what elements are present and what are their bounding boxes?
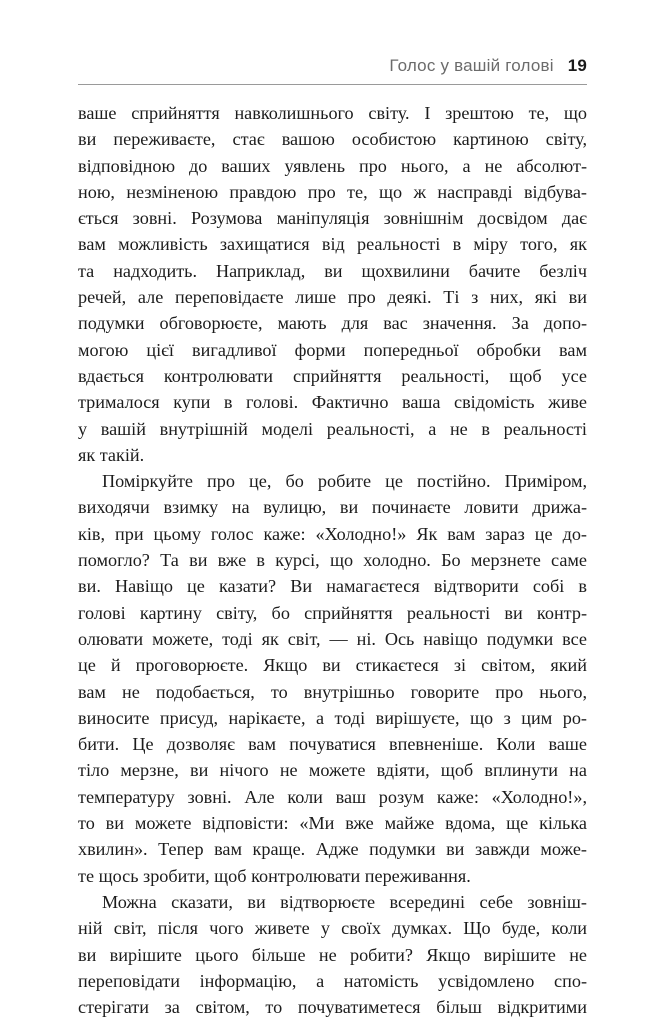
paragraph — [78, 889, 587, 1020]
text-line: могою цієї вигадливої форми попередньої обробки вам — [78, 339, 587, 360]
text-line: помогло? Та ви вже в курсі, що холодно. Бо мерзнете саме — [78, 550, 587, 571]
text-line: вдається контролювати сприйняття реальності, щоб усе — [78, 365, 587, 386]
text-line: подумки обговорюєте, мають для вас значення. За допо- — [78, 313, 587, 334]
page-number: 19 — [567, 56, 587, 75]
text-line: трималося купи в голові. Фактично ваша свідомість живе — [78, 392, 587, 413]
text-line: ваше сприйняття навколишнього світу. І зрештою те, що — [78, 103, 587, 123]
running-header — [78, 56, 587, 86]
text-line: речей, але переповідаєте лише про деякі. Ті з них, які ви — [78, 287, 587, 308]
text-line: ній світ, після чого живете у своїх думках. Що буде, коли — [78, 918, 587, 939]
text-line: ви вирішите цього більше не робити? Якщо вирішите не — [78, 944, 587, 965]
text-line: олювати можете, тоді як світ, — ні. Ось навіщо подумки все — [78, 628, 587, 649]
text-line: вам можливість захищатися від реальності в міру того, як — [78, 234, 587, 255]
text-line: вам не подобається, то внутрішньо говорите про нього, — [78, 681, 587, 702]
text-line: виходячи взимку на вулицю, ви починаєте ловити дрижа- — [78, 497, 587, 518]
text-line: як такій. — [78, 444, 145, 465]
text-line: відповідною до ваших уявлень про нього, а не абсолют- — [78, 155, 587, 176]
body-text — [78, 100, 587, 1020]
text-line: то ви можете відповісти: «Ми вже майже вдома, ще кілька — [78, 813, 587, 834]
paragraph — [78, 468, 587, 889]
text-line: у вашій внутрішній моделі реальності, а не в реальності — [78, 418, 587, 439]
text-line: бити. Це дозволяє вам почуватися впевненіше. Коли ваше — [78, 734, 587, 755]
text-line: та надходить. Наприклад, ви щохвилини бачите безліч — [78, 260, 587, 281]
text-line: ків, при цьому голос каже: «Холодно!» Як вам зараз це до- — [78, 523, 587, 544]
text-line: температуру зовні. Але коли ваш розум каже: «Холодно!», — [78, 786, 587, 807]
text-line: виносите присуд, нарікаєте, а тоді вирішуєте, що з цим ро- — [78, 707, 587, 728]
text-line: переповідати інформацію, а натомість усвідомлено спо- — [78, 970, 587, 991]
text-line: стерігати за світом, то почуватиметеся більш відкритими — [78, 997, 587, 1018]
text-line: Можна сказати, ви відтворюєте всередині себе зовніш- — [102, 891, 587, 912]
header-rule — [78, 84, 587, 85]
text-line: хвилин». Тепер вам краще. Адже подумки ви завжди може- — [78, 839, 587, 860]
text-line: ви. Навіщо це казати? Ви намагаєтеся відтворити собі в — [78, 576, 587, 597]
text-line: тіло мерзне, ви нічого не можете вдіяти, щоб вплинути на — [78, 760, 587, 781]
paragraph — [78, 100, 587, 468]
text-line: це й проговорюєте. Якщо ви стикаєтеся зі світом, який — [78, 655, 587, 676]
running-title: Голос у вашій голові — [389, 56, 554, 75]
text-line: ви переживаєте, стає вашою особистою картиною світу, — [78, 129, 587, 150]
text-line: голові картину світу, бо сприйняття реальності ви контр- — [78, 602, 587, 623]
text-line: ється зовні. Розумова маніпуляція зовнішнім досвідом дає — [78, 208, 587, 229]
text-line: Поміркуйте про це, бо робите це постійно. Приміром, — [102, 471, 587, 492]
text-line: те щось зробити, щоб контролювати переживання. — [78, 865, 471, 886]
text-line: ною, незміненою правдою про те, що ж насправді відбува- — [78, 181, 587, 202]
